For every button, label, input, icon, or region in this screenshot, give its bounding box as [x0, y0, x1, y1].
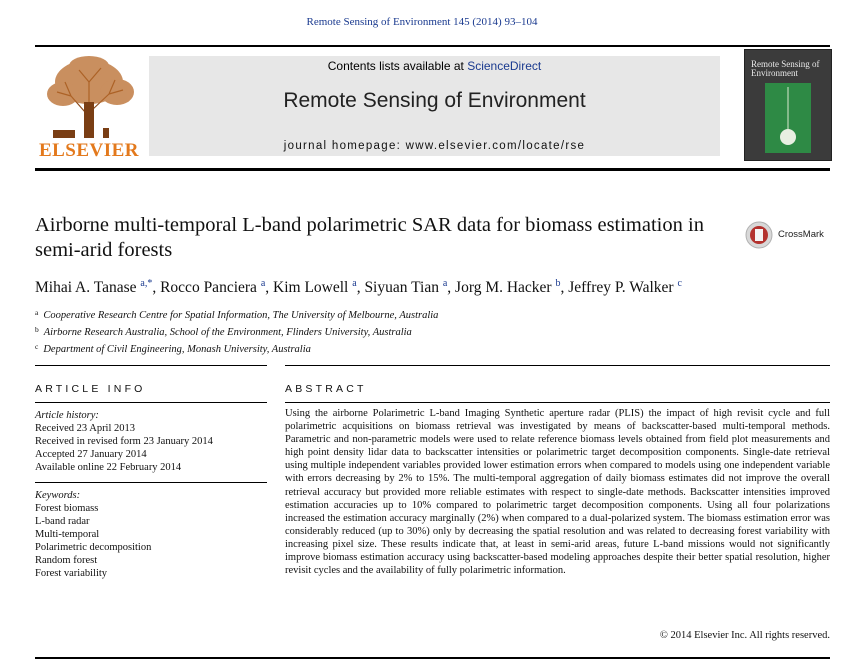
- author-separator: ,: [356, 279, 365, 296]
- abstract-rule: [285, 402, 830, 403]
- header-bottom-rule: [35, 168, 830, 171]
- keyword: Polarimetric decomposition: [35, 542, 152, 553]
- journal-cover-image[interactable]: [744, 49, 832, 161]
- sciencedirect-link[interactable]: ScienceDirect: [467, 59, 542, 73]
- elsevier-wordmark: ELSEVIER: [38, 140, 140, 161]
- author-separator: ,: [152, 279, 161, 296]
- journal-banner: [149, 56, 720, 156]
- keyword: Multi-temporal: [35, 529, 100, 540]
- author-affiliation-mark[interactable]: a: [352, 278, 357, 289]
- elsevier-tree-icon: [35, 52, 143, 140]
- author-list: [35, 278, 825, 297]
- keyword: Forest variability: [35, 568, 108, 579]
- homepage-prefix: journal homepage:: [283, 140, 402, 152]
- article-history: [35, 409, 267, 474]
- paper-title: Airborne multi-temporal L-band polarimetric SAR data for biomass estimation in semi-arid forests: [35, 214, 704, 261]
- affiliation: $^a$ Cooperative Research Centre for Spatial Information, The University of Melbourne, Australia: [35, 308, 439, 321]
- author[interactable]: Mihai A. Tanase $^{a,*}$: [35, 278, 153, 296]
- history-entry: Available online 22 February 2014: [35, 462, 182, 473]
- author-affiliation-mark[interactable]: b: [555, 278, 561, 289]
- article-info-top-rule: [35, 365, 267, 366]
- homepage-url-link[interactable]: www.elsevier.com/locate/rse: [405, 140, 586, 152]
- author[interactable]: Jeffrey P. Walker $^c$: [568, 278, 682, 296]
- keywords-label: Keywords:: [35, 490, 81, 501]
- contents-prefix: Contents lists available at: [327, 59, 464, 73]
- author-affiliation-mark[interactable]: a: [442, 278, 448, 289]
- abstract-heading: ABSTRACT: [285, 383, 367, 395]
- crossmark-label: CrossMark: [778, 229, 824, 240]
- cover-title: Remote Sensing of Environment: [751, 59, 820, 78]
- article-history-label: Article history:: [35, 410, 99, 421]
- article-info-heading: ARTICLE INFO: [35, 383, 146, 395]
- keywords: [35, 489, 267, 580]
- contents-line: [149, 59, 720, 73]
- author-affiliation-mark[interactable]: a,*: [140, 278, 153, 289]
- article-info-rule: [35, 402, 267, 403]
- author-separator: ,: [265, 279, 274, 296]
- keywords-rule: [35, 482, 267, 483]
- homepage-line: [149, 140, 720, 152]
- affiliation-list: [35, 306, 825, 357]
- author-affiliation-mark[interactable]: a: [260, 278, 266, 289]
- header-top-rule: [35, 45, 830, 47]
- affiliation: $^c$ Department of Civil Engineering, Monash University, Australia: [35, 342, 311, 355]
- author[interactable]: Siyuan Tian $^a$: [364, 278, 448, 296]
- crossmark-badge[interactable]: [744, 220, 834, 250]
- copyright-notice: © 2014 Elsevier Inc. All rights reserved.: [659, 630, 830, 641]
- author[interactable]: Kim Lowell $^a$: [273, 278, 357, 296]
- abstract-text: Using the airborne Polarimetric L-band Imaging Synthetic aperture radar (PLIS) the impact of high revisit cycle and full polarimetric acquisitions on biomass retrieval was investigated by means of backscatter-based multi-temporal methods. Parametric and non-parametric models were used to relate reference biomass levels obtained from field plot measurements and high point density lidar data to backscatter intensities or polarimetric target decomposition components. Single-date retrieval using multiple independent variables provided lower estimation errors when compared to models using one independent variable with errors decreasing by 2% to 15%. The multi-temporal aggregation of daily biomass estimates did not improve the overall retrieval accuracy but provided more reliable estimates with respect to single-date methods. Backscatter intensities improved estimation accuracies up to 10% compared to polarimetric target decomposition components. Using all four polarizations increased the estimation accuracy marginally (2%) when compared to a dual-polarized system. The biomass estimation error was considerably reduced (up to 30%) only by decreasing the spatial resolution and was related to decreasing forest variability with increasing pixel size. These results indicate that, at least in semi-arid areas, future L-band missions would not significantly improve biomass estimation accuracy using backscatter-based modeling approaches despite their better spatial resolution, higher revisit cycles and the availability of fully polarimetric information.: [285, 408, 830, 577]
- cover-artwork: [765, 83, 811, 153]
- author-separator: ,: [560, 279, 569, 296]
- author-affiliation-mark[interactable]: c: [677, 278, 682, 289]
- abstract-top-rule: [285, 365, 830, 366]
- footer-rule: [35, 657, 830, 659]
- author[interactable]: Jorg M. Hacker $^b$: [455, 278, 561, 296]
- journal-citation[interactable]: Remote Sensing of Environment 145 (2014) 93–104: [306, 16, 538, 28]
- author[interactable]: Rocco Panciera $^a$: [160, 278, 266, 296]
- history-entry: Received 23 April 2013: [35, 423, 136, 434]
- keyword: Forest biomass: [35, 503, 99, 514]
- elsevier-logo[interactable]: [35, 52, 143, 160]
- history-entry: Received in revised form 23 January 2014: [35, 436, 213, 447]
- author-separator: ,: [447, 279, 456, 296]
- keyword: Random forest: [35, 555, 98, 566]
- affiliation: $^b$ Airborne Research Australia, School of the Environment, Flinders University, Australia: [35, 325, 412, 338]
- keyword: L-band radar: [35, 516, 90, 527]
- history-entry: Accepted 27 January 2014: [35, 449, 147, 460]
- journal-title[interactable]: Remote Sensing of Environment: [283, 89, 586, 112]
- crossmark-icon: [744, 220, 774, 250]
